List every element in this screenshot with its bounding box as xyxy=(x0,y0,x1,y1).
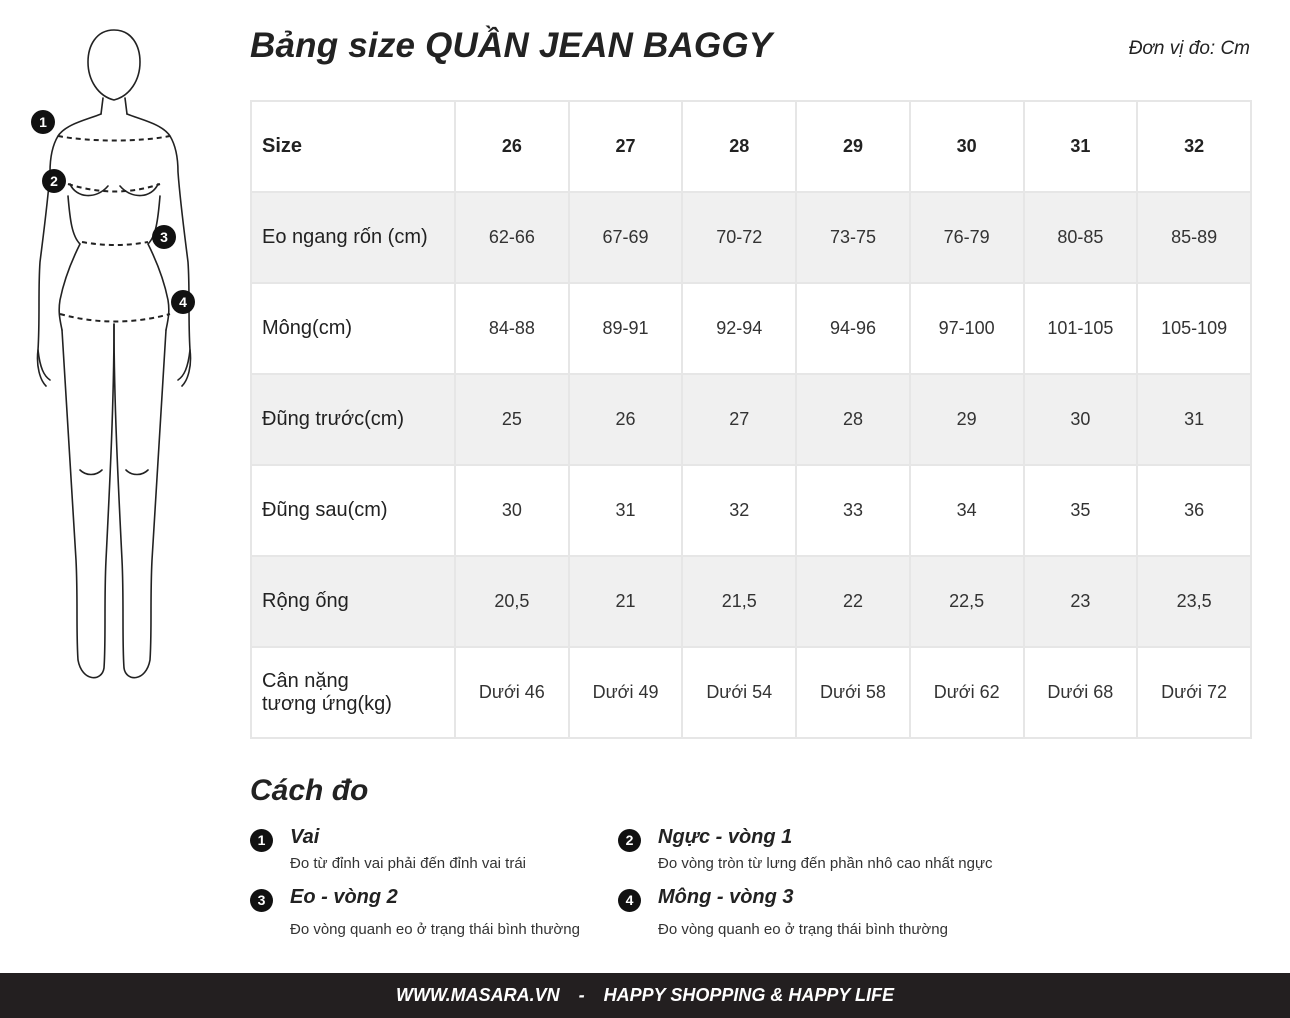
table-cell: 92-94 xyxy=(682,283,796,374)
table-cell: 20,5 xyxy=(455,556,569,647)
table-cell: 73-75 xyxy=(796,192,910,283)
table-cell: 36 xyxy=(1137,465,1251,556)
step-description: Đo vòng quanh eo ở trạng thái bình thường xyxy=(290,921,580,938)
row-label xyxy=(251,647,455,738)
table-cell: 67-69 xyxy=(569,192,683,283)
row-label: Eo ngang rốn (cm) xyxy=(251,192,455,283)
row-label-line-2: tương ứng(kg) xyxy=(262,692,392,715)
step-description: Đo vòng quanh eo ở trạng thái bình thường xyxy=(658,921,948,938)
step-description: Đo từ đỉnh vai phải đến đỉnh vai trái xyxy=(290,855,527,872)
table-cell: 21,5 xyxy=(682,556,796,647)
step-name: Ngực - vòng 1 xyxy=(658,826,793,848)
table-cell: Dưới 72 xyxy=(1137,647,1251,738)
table-row-front-rise xyxy=(251,374,1251,465)
table-cell: 62-66 xyxy=(455,192,569,283)
table-cell: 94-96 xyxy=(796,283,910,374)
table-cell: 84-88 xyxy=(455,283,569,374)
table-cell: 70-72 xyxy=(682,192,796,283)
table-row-weight xyxy=(251,647,1251,738)
table-cell: 28 xyxy=(796,374,910,465)
step-name: Vai xyxy=(290,826,320,848)
table-cell: 29 xyxy=(910,374,1024,465)
table-cell: 80-85 xyxy=(1024,192,1138,283)
table-row-hip xyxy=(251,283,1251,374)
table-cell: 22,5 xyxy=(910,556,1024,647)
howto-title: Cách đo xyxy=(250,774,369,807)
table-cell: 97-100 xyxy=(910,283,1024,374)
footer-website-link[interactable]: WWW.MASARA.VN xyxy=(395,985,560,1005)
step-number-badge: 1 xyxy=(250,829,273,852)
table-cell: 33 xyxy=(796,465,910,556)
table-cell: Dưới 54 xyxy=(682,647,796,738)
table-row-back-rise xyxy=(251,465,1251,556)
footer-separator: - xyxy=(578,985,585,1005)
table-cell: 25 xyxy=(455,374,569,465)
svg-text:2: 2 xyxy=(50,173,58,189)
row-label: Đũng trước(cm) xyxy=(251,374,455,465)
header-size-30: 30 xyxy=(910,101,1024,192)
table-cell: 85-89 xyxy=(1137,192,1251,283)
table-cell: 22 xyxy=(796,556,910,647)
table-header-row xyxy=(251,101,1251,192)
marker-3 xyxy=(152,225,176,249)
table-row-waist xyxy=(251,192,1251,283)
size-table xyxy=(250,100,1252,739)
table-cell: Dưới 46 xyxy=(455,647,569,738)
marker-1 xyxy=(31,110,55,134)
table-cell: 30 xyxy=(1024,374,1138,465)
table-cell: 101-105 xyxy=(1024,283,1138,374)
header-size-32: 32 xyxy=(1137,101,1251,192)
row-label: Đũng sau(cm) xyxy=(251,465,455,556)
step-description: Đo vòng tròn từ lưng đến phần nhô cao nhất ngực xyxy=(658,855,993,872)
table-cell: 30 xyxy=(455,465,569,556)
table-cell: 23,5 xyxy=(1137,556,1251,647)
table-cell: 26 xyxy=(569,374,683,465)
table-cell: 21 xyxy=(569,556,683,647)
table-cell: 89-91 xyxy=(569,283,683,374)
footer-bar xyxy=(0,973,1290,1018)
row-label-line-1: Cân nặng xyxy=(262,669,349,692)
marker-4 xyxy=(171,290,195,314)
unit-label: Đơn vị đo: Cm xyxy=(1128,38,1250,59)
svg-text:3: 3 xyxy=(160,229,168,245)
step-number-badge: 4 xyxy=(618,889,641,912)
table-cell: Dưới 49 xyxy=(569,647,683,738)
header-size-31: 31 xyxy=(1024,101,1138,192)
header-size-26: 26 xyxy=(455,101,569,192)
table-cell: 35 xyxy=(1024,465,1138,556)
step-name: Eo - vòng 2 xyxy=(290,886,398,908)
header-size-27: 27 xyxy=(569,101,683,192)
table-cell: 23 xyxy=(1024,556,1138,647)
step-number-badge: 2 xyxy=(618,829,641,852)
table-cell: 105-109 xyxy=(1137,283,1251,374)
table-cell: Dưới 58 xyxy=(796,647,910,738)
table-cell: 76-79 xyxy=(910,192,1024,283)
table-cell: 27 xyxy=(682,374,796,465)
table-cell: 31 xyxy=(569,465,683,556)
svg-text:4: 4 xyxy=(179,294,187,310)
table-cell: 32 xyxy=(682,465,796,556)
footer-slogan: HAPPY SHOPPING & HAPPY LIFE xyxy=(603,985,895,1005)
step-number-badge: 3 xyxy=(250,889,273,912)
table-cell: 34 xyxy=(910,465,1024,556)
header-size-28: 28 xyxy=(682,101,796,192)
page-title: Bảng size QUẦN JEAN BAGGY xyxy=(250,26,773,65)
row-label: Mông(cm) xyxy=(251,283,455,374)
header-size-29: 29 xyxy=(796,101,910,192)
table-cell: Dưới 62 xyxy=(910,647,1024,738)
header-size-label: Size xyxy=(251,101,455,192)
body-measurement-figure xyxy=(20,20,210,690)
table-row-leg-opening xyxy=(251,556,1251,647)
marker-2 xyxy=(42,169,66,193)
svg-text:1: 1 xyxy=(39,114,47,130)
table-cell: Dưới 68 xyxy=(1024,647,1138,738)
row-label: Rộng ống xyxy=(251,556,455,647)
table-cell: 31 xyxy=(1137,374,1251,465)
step-name: Mông - vòng 3 xyxy=(658,886,794,908)
